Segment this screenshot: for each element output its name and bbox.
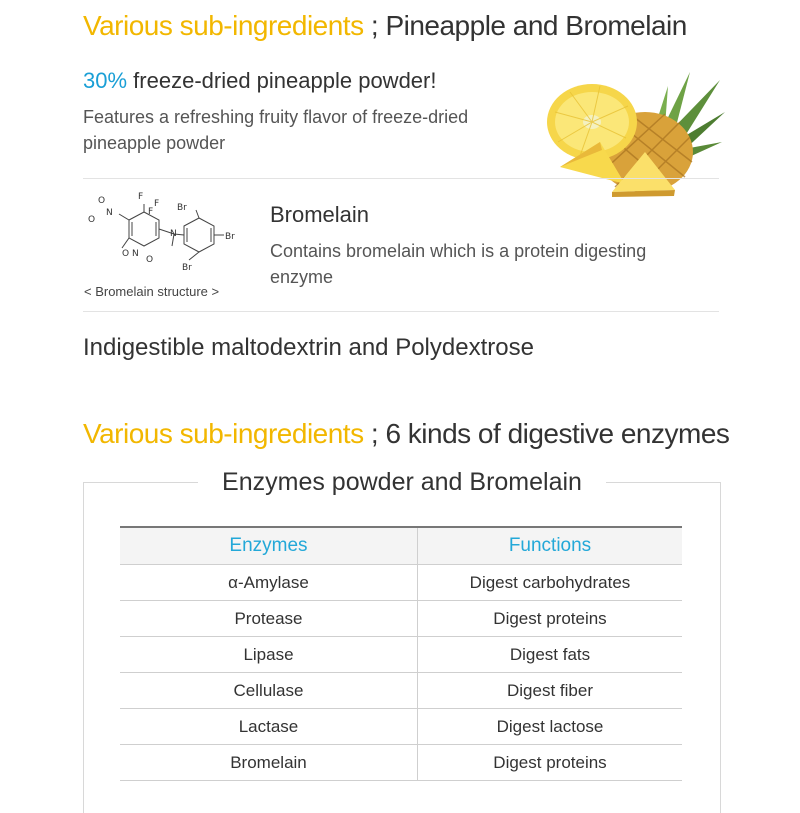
pineapple-description-line: Features a refreshing fruity flavor of freeze-dried [83, 107, 469, 127]
atom-label: F [138, 192, 144, 202]
column-header-functions: Functions [418, 527, 683, 565]
heading-separator: ; [370, 418, 379, 449]
pineapple-description-line: pineapple powder [83, 133, 226, 153]
atom-label: F [148, 207, 154, 217]
structure-caption: < Bromelain structure > [84, 284, 220, 299]
pineapple-description [83, 104, 543, 156]
table-header-row [120, 527, 682, 565]
table-row [120, 565, 682, 601]
heading-highlight: Various sub-ingredients [83, 10, 364, 41]
function-cell: Digest fiber [418, 673, 683, 709]
section-heading-enzymes [83, 418, 729, 450]
column-header-enzymes: Enzymes [120, 527, 418, 565]
bromelain-description-line: enzyme [270, 267, 334, 287]
fiber-heading: Indigestible maltodextrin and Polydextrose [83, 334, 534, 361]
table-row [120, 673, 682, 709]
enzyme-cell: α-Amylase [120, 565, 418, 601]
bromelain-title: Bromelain [270, 202, 370, 227]
atom-label: O [98, 196, 106, 206]
atom-label: Br [177, 203, 187, 213]
pineapple-headline-text: freeze-dried pineapple powder! [133, 68, 437, 93]
atom-label: F [154, 199, 160, 209]
table-row [120, 745, 682, 781]
pineapple-percent: 30% [83, 68, 128, 93]
atom-label: O [88, 215, 96, 225]
heading-highlight: Various sub-ingredients [83, 418, 364, 449]
atom-label: O [122, 249, 130, 259]
divider [83, 311, 719, 312]
function-cell: Digest proteins [418, 745, 683, 781]
enzyme-table [120, 526, 682, 781]
atom-label: Br [225, 232, 235, 242]
enzyme-cell: Bromelain [120, 745, 418, 781]
table-row [120, 601, 682, 637]
heading-rest: Pineapple and Bromelain [385, 10, 687, 41]
table-row [120, 709, 682, 745]
atom-label: Br [182, 263, 192, 273]
enzyme-cell: Cellulase [120, 673, 418, 709]
function-cell: Digest carbohydrates [418, 565, 683, 601]
bromelain-structure-diagram [84, 190, 244, 278]
table-row [120, 637, 682, 673]
function-cell: Digest fats [418, 637, 683, 673]
bromelain-description-line: Contains bromelain which is a protein digesting [270, 241, 647, 261]
enzyme-cell: Protease [120, 601, 418, 637]
section-heading-pineapple [83, 10, 687, 42]
pineapple-headline [83, 68, 436, 94]
atom-label: N [132, 249, 139, 259]
enzyme-cell: Lactase [120, 709, 418, 745]
bromelain-description [270, 238, 710, 290]
function-cell: Digest lactose [418, 709, 683, 745]
heading-rest: 6 kinds of digestive enzymes [385, 418, 730, 449]
function-cell: Digest proteins [418, 601, 683, 637]
atom-label: N [170, 229, 177, 239]
divider [83, 178, 719, 179]
atom-label: O [146, 255, 154, 265]
atom-label: N [106, 208, 113, 218]
enzyme-cell: Lipase [120, 637, 418, 673]
enzyme-box-title: Enzymes powder and Bromelain [198, 468, 606, 497]
heading-separator: ; [370, 10, 379, 41]
